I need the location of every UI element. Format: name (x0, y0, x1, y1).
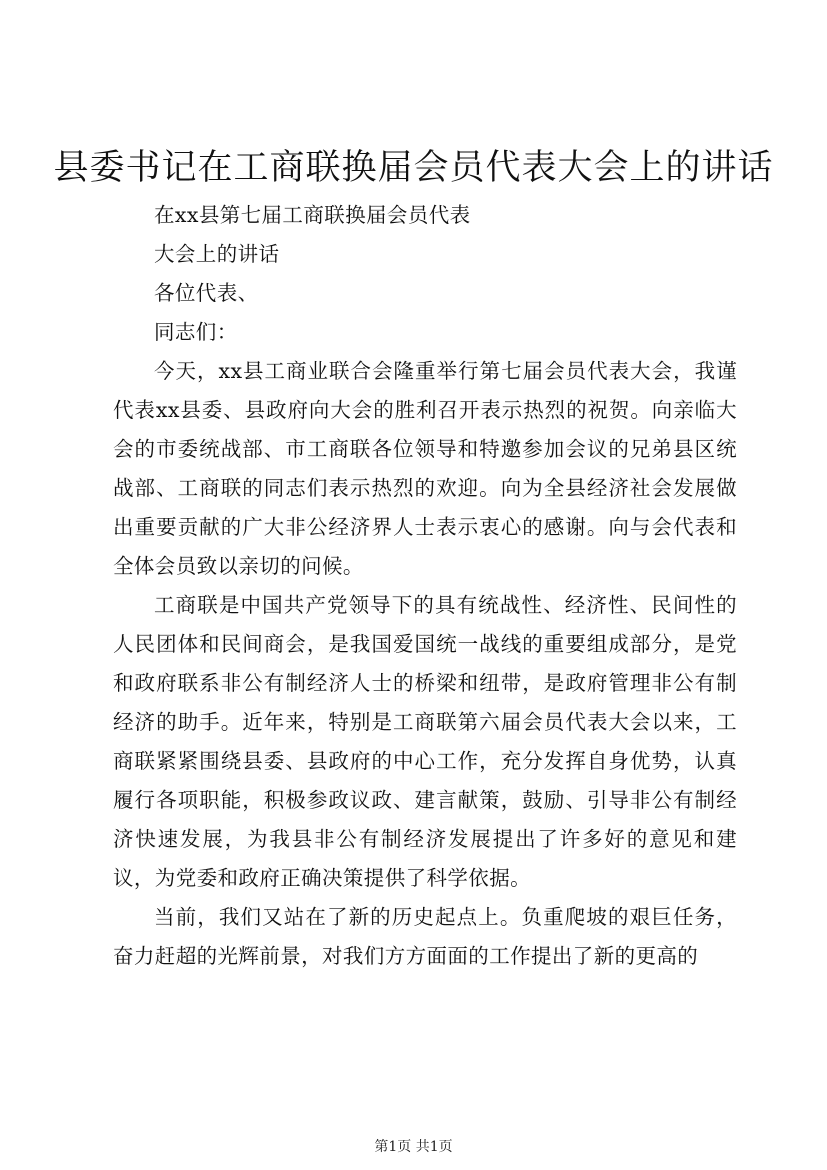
paragraph-heading-line-1: 在xx县第七届工商联换届会员代表 (154, 203, 471, 227)
paragraph-salutation-2: 同志们： (154, 320, 238, 344)
document-body (113, 196, 737, 976)
paragraph-body: 当前，我们又站在了新的历史起点上。负重爬坡的艰巨任务，奋力赶超的光辉前景，对我们方方面面的工作提出了新的更高的 (113, 905, 737, 968)
paragraph-body: 工商联是中国共产党领导下的具有统战性、经济性、民间性的人民团体和民间商会，是我国爱国统一战线的重要组成部分，是党和政府联系非公有制经济人士的桥梁和纽带，是政府管理非公有制经济的助手。近年来，特别是工商联第六届会员代表大会以来，工商联紧紧围绕县委、县政府的中心工作，充分发挥自身优势，认真履行各项职能，积极参政议政、建言献策，鼓励、引导非公有制经济快速发展，为我县非公有制经济发展提出了许多好的意见和建议，为党委和政府正确决策提供了科学依据。 (113, 593, 737, 890)
document-title: 县委书记在工商联换届会员代表大会上的讲话 (53, 148, 774, 188)
paragraph-body: 今天，xx县工商业联合会隆重举行第七届会员代表大会，我谨代表xx县委、县政府向大会的胜利召开表示热烈的祝贺。向亲临大会的市委统战部、市工商联各位领导和特邀参加会议的兄弟县区统战部、工商联的同志们表示热烈的欢迎。向为全县经济社会发展做出重要贡献的广大非公经济界人士表示衷心的感谢。向与会代表和全体会员致以亲切的问候。 (113, 359, 737, 578)
paragraph-salutation-1: 各位代表、 (154, 281, 259, 305)
page-footer: 第1页 共1页 (374, 1139, 453, 1155)
paragraph-heading-line-2: 大会上的讲话 (154, 242, 280, 266)
